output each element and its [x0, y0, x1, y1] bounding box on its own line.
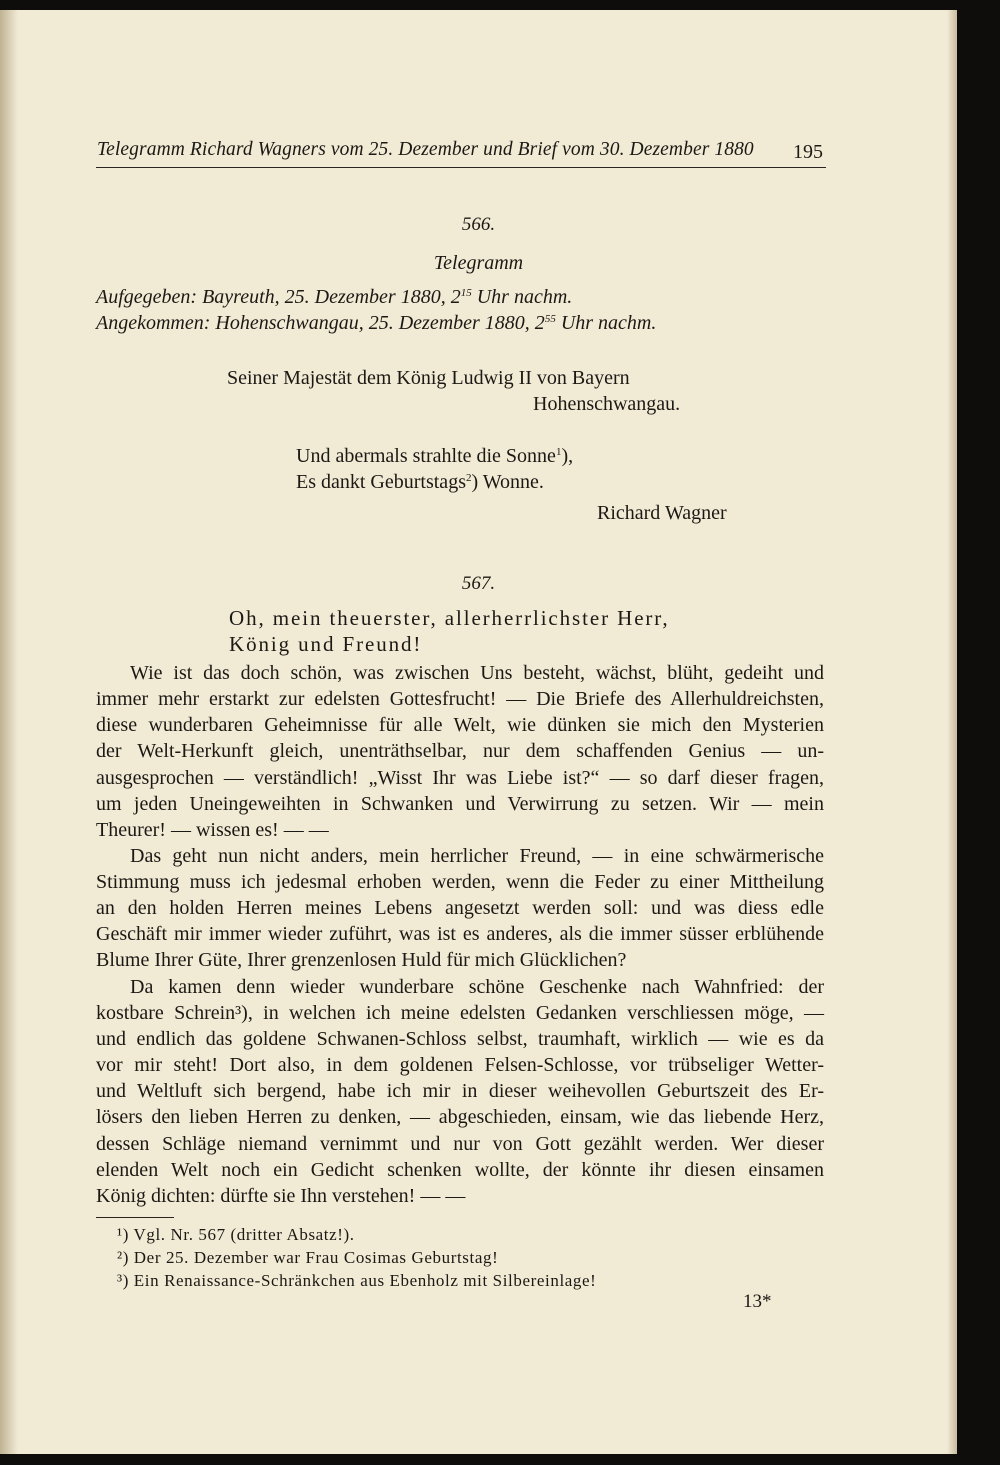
body-line: Da kamen denn wieder wunderbare schöne Geschenke nach Wahnfried: der [130, 976, 824, 998]
letter-567-number: 567. [461, 573, 496, 594]
book-page [0, 10, 957, 1454]
addressee-line-1: Seiner Majestät dem König Ludwig II von Bayern [227, 367, 630, 389]
telegram-signature: Richard Wagner [597, 502, 727, 524]
letter-566-received: Angekommen: Hohenschwangau, 25. Dezember 1880, $2^{55}$ Uhr nachm. [96, 312, 657, 334]
body-line: elenden Welt noch ein Gedicht schenken wollte, der könnte ihr diesen einsamen [96, 1159, 824, 1181]
footnote-1: ¹) Vgl. Nr. 567 (dritter Absatz!). [117, 1225, 355, 1244]
verse-line-2: Es dankt Geburtstags$^2$) Wonne. [296, 471, 544, 493]
body-line: an den holden Herren meines Lebens angesetzt werden soll: und was diess edle [96, 897, 824, 919]
running-head: Telegramm Richard Wagners vom 25. Dezember und Brief vom 30. Dezember 1880 [97, 139, 754, 160]
body-line: Blume Ihrer Güte, Ihrer grenzenlosen Huld für mich Glücklichen? [96, 949, 627, 971]
salutation-line-2: König und Freund! [229, 632, 423, 656]
body-line: vor mir steht! Dort also, in dem goldenen Felsen-Schlosse, vor trübseliger Wetter- [96, 1054, 824, 1076]
body-line: König dichten: dürfte sie Ihn verstehen! — — [96, 1185, 466, 1207]
body-line: Stimmung muss ich jedesmal erhoben werden, wenn die Feder zu einer Mittheilung [96, 871, 824, 893]
letter-566-type: Telegramm [433, 252, 524, 274]
letter-566-sent: Aufgegeben: Bayreuth, 25. Dezember 1880, $2^{15}$ Uhr nachm. [96, 286, 573, 308]
page-number: 195 [793, 141, 823, 163]
body-line: diese wunderbaren Geheimnisse für alle Welt, wie dünken sie mich den Mysterien [96, 714, 824, 736]
body-line: dessen Schläge niemand vernimmt und nur von Gott gezählt werden. Wer dieser [96, 1133, 824, 1155]
body-line: Geschäft mir immer wieder zuführt, was ist es anderes, als die immer süsser erblühende [96, 923, 824, 945]
body-line: ausgesprochen — verständlich! „Wisst Ihr was Liebe ist?“ — so darf dieser fragen, [96, 767, 824, 789]
body-line: lösers den lieben Herren zu denken, — abgeschieden, einsam, wie das liebende Herz, [96, 1106, 824, 1128]
body-line: und Weltluft sich bergend, habe ich mir in dieser weihevollen Geburtszeit des Er- [96, 1080, 824, 1102]
footnote-3: ³) Ein Renaissance-Schränkchen aus Ebenholz mit Silbereinlage! [117, 1271, 597, 1290]
body-line: um jeden Uneingeweihten in Schwanken und Verwirrung zu setzen. Wir — mein [96, 793, 824, 815]
header-rule [96, 167, 826, 168]
body-line: der Welt-Herkunft gleich, unenträthselbar, nur dem schaffenden Genius — un- [96, 740, 824, 762]
body-line: immer mehr erstarkt zur edelsten Gottesfrucht! — Die Briefe des Allerhuldreichsten, [96, 688, 824, 710]
footnote-rule [96, 1217, 174, 1218]
body-line: Theurer! — wissen es! — — [96, 819, 329, 841]
body-line: kostbare Schrein³), in welchen ich meine edelsten Gedanken verschliessen möge, — [96, 1002, 824, 1024]
body-line: und endlich das goldene Schwanen-Schloss selbst, traumhaft, wirklich — wie es da [96, 1028, 824, 1050]
verse-line-1: Und abermals strahlte die Sonne$^1$), [296, 445, 574, 467]
footnote-2: ²) Der 25. Dezember war Frau Cosimas Geburtstag! [117, 1248, 499, 1267]
salutation-line-1: Oh, mein theuerster, allerherrlichster Herr, [229, 606, 670, 630]
letter-566-number: 566. [461, 214, 496, 235]
addressee-line-2: Hohenschwangau. [533, 393, 681, 415]
body-line: Das geht nun nicht anders, mein herrlicher Freund, — in eine schwärmerische [130, 845, 824, 867]
body-line: Wie ist das doch schön, was zwischen Uns besteht, wächst, blüht, gedeiht und [130, 662, 824, 684]
signature-mark: 13* [743, 1291, 772, 1312]
